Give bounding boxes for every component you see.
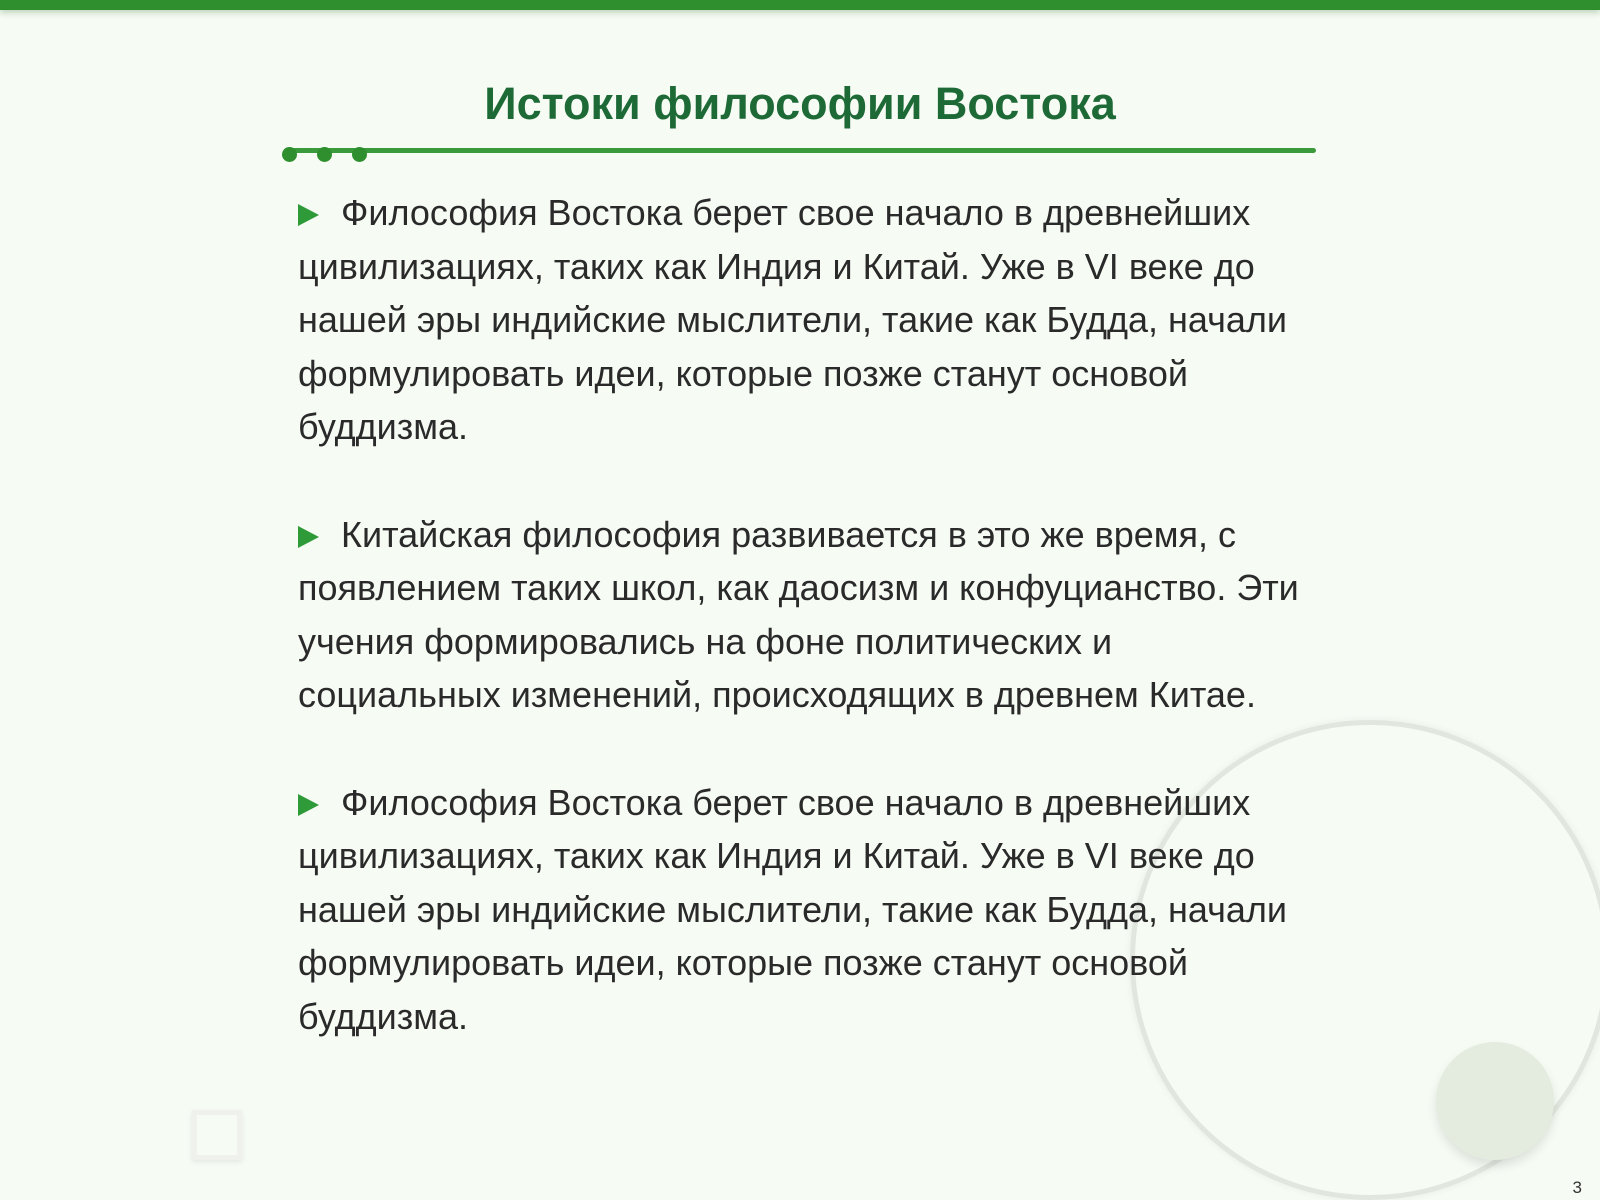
decorative-square [192,1110,242,1160]
triangle-right-icon [298,526,319,548]
underline-dot [352,147,367,162]
bullet-item [298,776,1308,1044]
slide-title: Истоки философии Востока [484,78,1116,129]
title-underline [284,148,1316,153]
bullet-item [298,186,1308,454]
triangle-right-icon [298,204,319,226]
title-underline-dots [282,147,382,167]
triangle-right-icon [298,794,319,816]
bullet-list [298,186,1308,1097]
bullet-text: Философия Востока берет свое начало в древнейших цивилизациях, таких как Индия и Китай. Уже в VI веке до нашей эры индийские мыслители, такие как Будда, начали формулировать идеи, которые позже станут основой буддизма. [298,192,1288,447]
decorative-circle [1436,1042,1554,1160]
bullet-item [298,508,1308,722]
top-accent-bar [0,0,1600,10]
underline-dot [317,147,332,162]
bullet-text: Китайская философия развивается в это же время, с появлением таких школ, как даосизм и конфуцианство. Эти учения формировались на фоне политических и социальных изменений, происходящих в древнем Китае. [298,513,1299,715]
bullet-text: Философия Востока берет свое начало в древнейших цивилизациях, таких как Индия и Китай. Уже в VI веке до нашей эры индийские мыслители, такие как Будда, начали формулировать идеи, которые позже станут основой буддизма. [298,781,1288,1037]
page-number: 3 [1572,1178,1582,1197]
underline-dot [282,147,297,162]
